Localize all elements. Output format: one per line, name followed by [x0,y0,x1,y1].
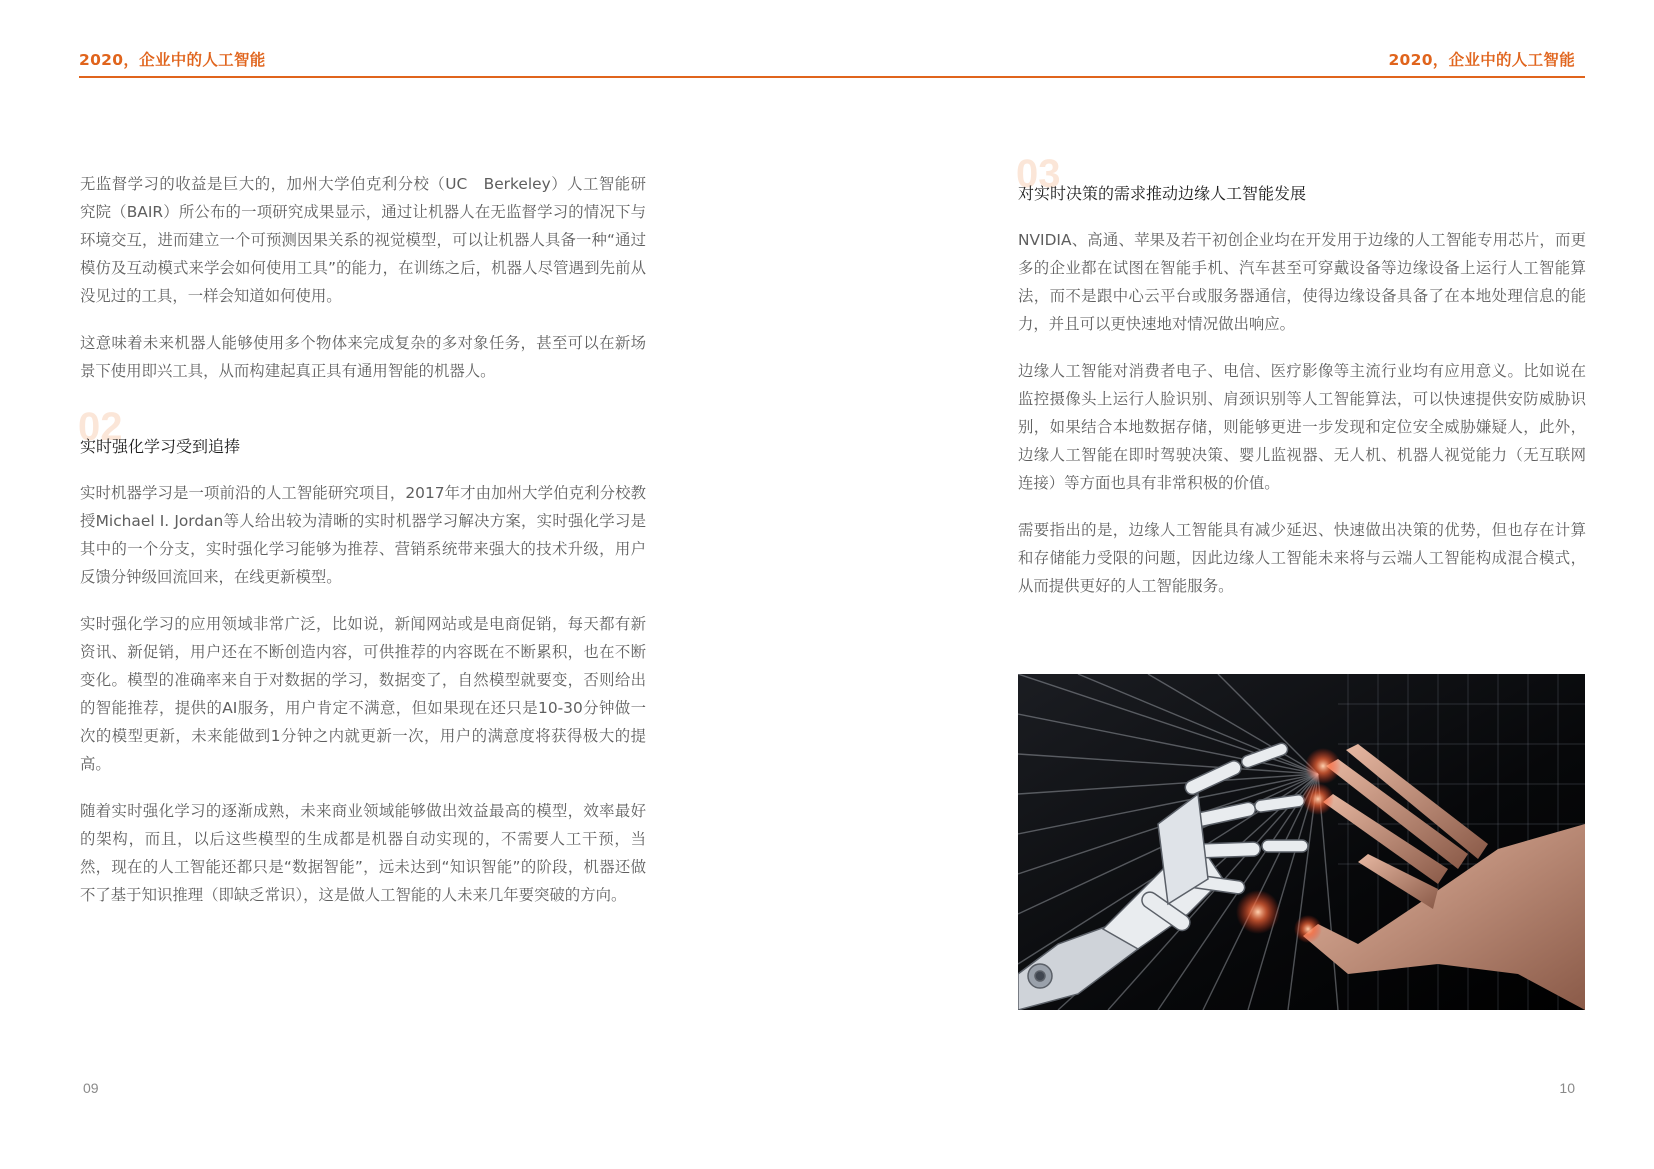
header-title-right: 2020，企业中的人工智能 [1388,51,1575,69]
section-paragraph-2: 边缘人工智能对消费者电子、电信、医疗影像等主流行业均有应用意义。比如说在监控摄像头上运行人脸识别、肩颈识别等人工智能算法，可以快速提供安防威胁识别，如果结合本地数据存储，则能够更进一步发现和定位安全威胁嫌疑人，此外，边缘人工智能在即时驾驶决策、婴儿监视器、无人机、机器人视觉能力（无互联网连接）等方面也具有非常积极的价值。 [1018,362,1586,492]
section-edge-ai [1016,152,1586,600]
page-number-left: 09 [83,1080,99,1096]
page-number-right: 10 [1559,1080,1575,1096]
section-number: 03 [1016,152,1061,196]
section-number: 02 [78,405,123,449]
intro-paragraph-2: 这意味着未来机器人能够使用多个物体来完成复杂的多对象任务，甚至可以在新场景下使用即兴工具，从而构建起真正具有通用智能的机器人。 [80,334,646,380]
section-realtime-rl [78,405,646,909]
section-paragraph-2: 实时强化学习的应用领域非常广泛，比如说，新闻网站或是电商促销，每天都有新资讯、新促销，用户还在不断创造内容，可供推荐的内容既在不断累积，也在不断变化。模型的准确率来自于对数据的学习，数据变了，自然模型就要变，否则给出的智能推荐，提供的AI服务，用户肯定不满意，但如果现在还只是10-30分钟做一次的模型更新，未来能做到1分钟之内就更新一次，用户的满意度将获得极大的提高。 [80,615,646,773]
left-page-column [80,170,646,928]
section-paragraph-1: 实时机器学习是一项前沿的人工智能研究项目，2017年才由加州大学伯克利分校教授Michael I. Jordan等人给出较为清晰的实时机器学习解决方案，实时强化学习是其中的一个分支，实时强化学习能够为推荐、营销系统带来强大的技术升级，用户反馈分钟级回流回来，在线更新模型。 [80,484,646,586]
header-title-left: 2020，企业中的人工智能 [79,51,266,69]
robot-human-hands-image [1018,674,1585,1010]
intro-paragraph-1: 无监督学习的收益是巨大的，加州大学伯克利分校（UC Berkeley）人工智能研究院（BAIR）所公布的一项研究成果显示，通过让机器人在无监督学习的情况下与环境交互，进而建立一个可预测因果关系的视觉模型，可以让机器人具备一种“通过模仿及互动模式来学会如何使用工具”的能力，在训练之后，机器人尽管遇到先前从没见过的工具，一样会知道如何使用。 [80,175,646,305]
header-divider [79,76,1585,78]
section-paragraph-3: 随着实时强化学习的逐渐成熟，未来商业领域能够做出效益最高的模型，效率最好的架构，而且，以后这些模型的生成都是机器自动实现的，不需要人工干预，当然，现在的人工智能还都只是“数据智能”，远未达到“知识智能”的阶段，机器还做不了基于知识推理（即缺乏常识），这是做人工智能的人未来几年要突破的方向。 [80,802,646,904]
section-heading: 对实时决策的需求推动边缘人工智能发展 [1018,184,1307,203]
robot-hand-illustration-icon [1018,674,1585,1010]
right-page-column [1016,152,1586,619]
section-paragraph-1: NVIDIA、高通、苹果及若干初创企业均在开发用于边缘的人工智能专用芯片，而更多的企业都在试图在智能手机、汽车甚至可穿戴设备等边缘设备上运行人工智能算法，而不是跟中心云平台或服务器通信，使得边缘设备具备了在本地处理信息的能力，并且可以更快速地对情况做出响应。 [1018,231,1586,333]
section-paragraph-3: 需要指出的是，边缘人工智能具有减少延迟、快速做出决策的优势，但也存在计算和存储能力受限的问题，因此边缘人工智能未来将与云端人工智能构成混合模式，从而提供更好的人工智能服务。 [1018,521,1586,595]
section-heading: 实时强化学习受到追捧 [80,437,241,456]
